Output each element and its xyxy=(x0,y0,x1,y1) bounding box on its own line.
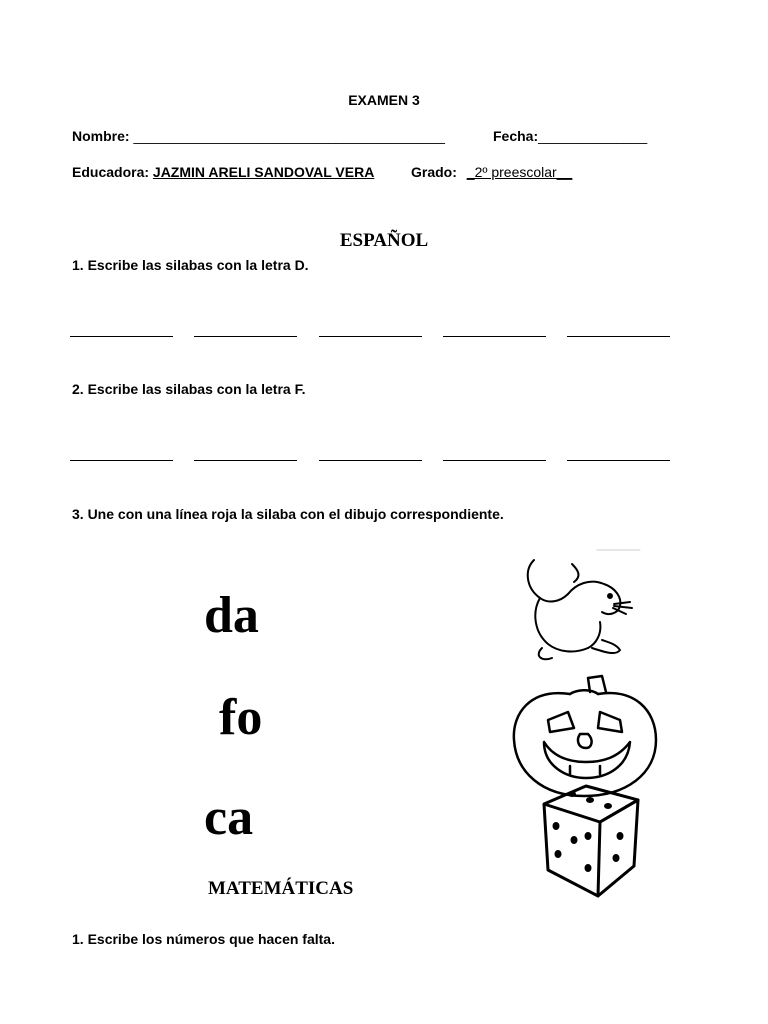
answer-line[interactable] xyxy=(194,460,297,461)
answer-line[interactable] xyxy=(443,460,546,461)
educadora-name: JAZMIN ARELI SANDOVAL VERA xyxy=(152,164,375,180)
fecha-blank[interactable]: ______________ xyxy=(538,128,648,144)
fecha-row xyxy=(493,128,647,144)
grado-label: Grado: xyxy=(411,164,457,180)
answer-line[interactable] xyxy=(567,336,670,337)
question-3-match: 3. Une con una línea roja la silaba con el dibujo correspondiente. xyxy=(72,506,504,522)
answer-line[interactable] xyxy=(567,460,670,461)
answer-line[interactable] xyxy=(194,336,297,337)
nombre-row xyxy=(72,128,445,144)
question-1-d: 1. Escribe las silabas con la letra D. xyxy=(72,257,309,273)
question-2-f: 2. Escribe las silabas con la letra F. xyxy=(72,381,306,397)
matematicas-heading: MATEMÁTICAS xyxy=(208,878,354,899)
nombre-label: Nombre: xyxy=(72,128,130,144)
educadora-row xyxy=(72,164,374,180)
syllable-fo[interactable]: fo xyxy=(219,689,263,746)
answer-line[interactable] xyxy=(70,336,173,337)
nombre-blank[interactable]: ________________________________________ xyxy=(133,128,445,144)
grado-row xyxy=(411,164,572,180)
espanol-heading: ESPAÑOL xyxy=(339,230,429,251)
seal-icon[interactable] xyxy=(512,548,642,666)
syllable-da[interactable]: da xyxy=(204,587,259,644)
math-question-1: 1. Escribe los números que hacen falta. xyxy=(72,931,335,947)
dice-icon[interactable] xyxy=(530,778,650,903)
grado-value: _2º preescolar__ xyxy=(466,164,573,180)
syllable-ca[interactable]: ca xyxy=(204,789,254,846)
educadora-label: Educadora: xyxy=(72,164,150,180)
answer-line[interactable] xyxy=(443,336,546,337)
fecha-label: Fecha: xyxy=(493,128,539,144)
answer-line[interactable] xyxy=(70,460,173,461)
answer-line[interactable] xyxy=(319,460,422,461)
exam-title: EXAMEN 3 xyxy=(348,92,420,108)
answer-line[interactable] xyxy=(319,336,422,337)
